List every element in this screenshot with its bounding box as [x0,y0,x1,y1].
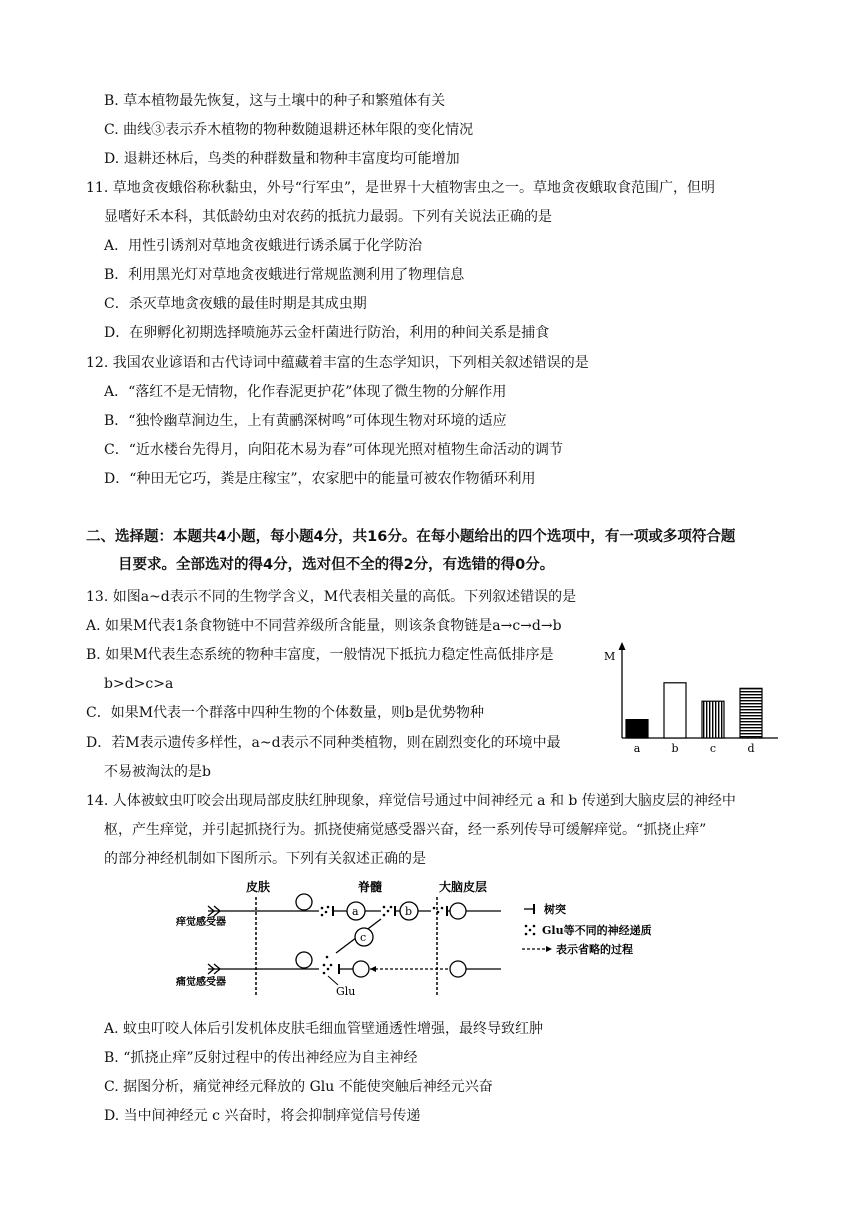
x-tick-label-a: a [633,742,641,755]
q11-option-d: D．在卵孵化初期选择喷施苏云金杆菌进行防治，利用的种间关系是捕食 [104,325,550,341]
pain-receptor-label: 痛觉感受器 [176,977,226,988]
q11-option-b: B．利用黑光灯对草地贪夜蛾进行常规监测利用了物理信息 [104,267,465,283]
x-tick-label-d: d [747,742,755,755]
q13-option-b-cont: b>d>c>a [104,676,174,692]
q14-option-a: A. 蚊虫叮咬人体后引发机体皮肤毛细血管壁通透性增强，最终导致红肿 [104,1021,544,1037]
q14-option-c: C. 据图分析，痛觉神经元释放的 Glu 不能使突触后神经元兴奋 [104,1079,493,1095]
cortex-top-soma [450,903,466,919]
q14-option-b: B. “抓挠止痒”反射过程中的传出神经应为自主神经 [104,1050,418,1066]
q13-option-d-cont: 不易被淘汰的是b [104,764,211,780]
q12-stem: 12. 我国农业谚语和古代诗词中蕴藏着丰富的生态学知识，下列相关叙述错误的是 [86,355,589,371]
glu-label: Glu [336,985,356,998]
section2-heading-line1: 二、选择题：本题共4小题，每小题4分，共16分。在每小题给出的四个选项中，有一项或多项符合题 [86,529,736,545]
q12-option-b: B．“独怜幽草涧边生，上有黄鹂深树鸣”可体现生物对环境的适应 [104,413,507,429]
itch-neuron-soma [296,894,312,910]
bar-b [664,683,686,738]
legend-dendrite-label: 树突 [544,903,566,916]
itch-receptor-label: 痒觉感受器 [176,917,226,928]
glu-dots-cortex [433,907,444,914]
glu-dots-a-b [383,906,393,917]
q13-option-d: D．若M表示遗传多样性，a~d表示不同种类植物，则在剧烈变化的环境中最 [86,735,561,751]
x-tick-label-b: b [671,742,679,755]
pain-neuron-soma [296,952,312,968]
legend-transmitter-label: Glu等不同的神经递质 [542,924,652,937]
q13-option-b: B. 如果M代表生态系统的物种丰富度，一般情况下抵抗力稳定性高低排序是 [86,647,554,663]
legend-omitted-label: 表示省略的过程 [556,943,633,956]
q10-option-b: B. 草本植物最先恢复，这与土壤中的种子和繁殖体有关 [104,93,446,109]
cortex-bottom-soma [450,961,466,977]
legend-transmitter-dots [525,925,536,936]
neuron-b-label: b [405,905,413,918]
glu-dots-top [321,906,330,917]
region-skin-label: 皮肤 [246,880,271,894]
legend-omitted-arrowhead [546,946,552,952]
glu-dots-bottom [323,956,333,975]
q11-stem-line2: 显嗜好禾本科，其低龄幼虫对农药的抵抗力最弱。下列有关说法正确的是 [104,209,552,225]
neuron-c-label: c [360,931,367,944]
q11-option-a: A．用性引诱剂对草地贪夜蛾进行诱杀属于化学防治 [104,238,423,254]
chart-y-label: M [604,650,616,663]
q14-stem-line2: 枢，产生痒觉，并引起抓挠行为。抓挠使痛觉感受器兴奋，经一系列传导可缓解痒觉。“抓挠止痒” [104,822,707,838]
bar-d [740,688,762,738]
q11-option-c: C．杀灭草地贪夜蛾的最佳时期是其成虫期 [104,296,367,312]
q12-option-d: D．“种田无它巧，粪是庄稼宝”，农家肥中的能量可被农作物循环利用 [104,471,536,487]
q11-stem-line1: 11. 草地贪夜蛾俗称秋黏虫，外号“行军虫”，是世界十大植物害虫之一。草地贪夜蛾取食范围广，但明 [86,180,716,196]
q14-stem-line3: 的部分神经机制如下图所示。下列有关叙述正确的是 [104,851,426,867]
glu-pointer [328,976,338,985]
q14-stem-line1: 14. 人体被蚊虫叮咬会出现局部皮肤红肿现象，痒觉信号通过中间神经元 a 和 b 传递到大脑皮层的神经中 [86,793,736,809]
q10-option-c: C. 曲线③表示乔木植物的物种数随退耕还林年限的变化情况 [104,122,474,138]
bar-a [626,720,648,738]
region-cortex-label: 大脑皮层 [439,880,488,894]
y-axis-arrow [619,642,626,650]
q14-option-d: D. 当中间神经元 c 兴奋时，将会抑制痒觉信号传递 [104,1108,421,1124]
q10-option-d: D. 退耕还林后，鸟类的种群数量和物种丰富度均可能增加 [104,151,460,167]
pain-dashed-arrowhead [370,966,376,972]
x-tick-label-c: c [709,742,717,755]
neuron-a-label: a [352,905,359,918]
q13-bar-chart [598,640,788,760]
q12-option-c: C．“近水楼台先得月，向阳花木易为春”可体现光照对植物生命活动的调节 [104,442,564,458]
q13-option-c: C．如果M代表一个群落中四种生物的个体数量，则b是优势物种 [86,705,485,721]
bar-c [702,701,724,738]
pain-spinal-soma [353,961,369,977]
section2-heading-line2: 目要求。全部选对的得4分，选对但不全的得2分，有选错的得0分。 [118,557,555,573]
q12-option-a: A．“落红不是无情物，化作春泥更护花”体现了微生物的分解作用 [104,384,507,400]
region-spinal-cord-label: 脊髓 [358,880,383,894]
q13-stem: 13. 如图a~d表示不同的生物学含义，M代表相关量的高低。下列叙述错误的是 [86,589,577,605]
itch-neural-mechanism-diagram [176,877,666,1002]
q13-option-a: A. 如果M代表1条食物链中不同营养级所含能量，则该条食物链是a→c→d→b [86,618,562,634]
